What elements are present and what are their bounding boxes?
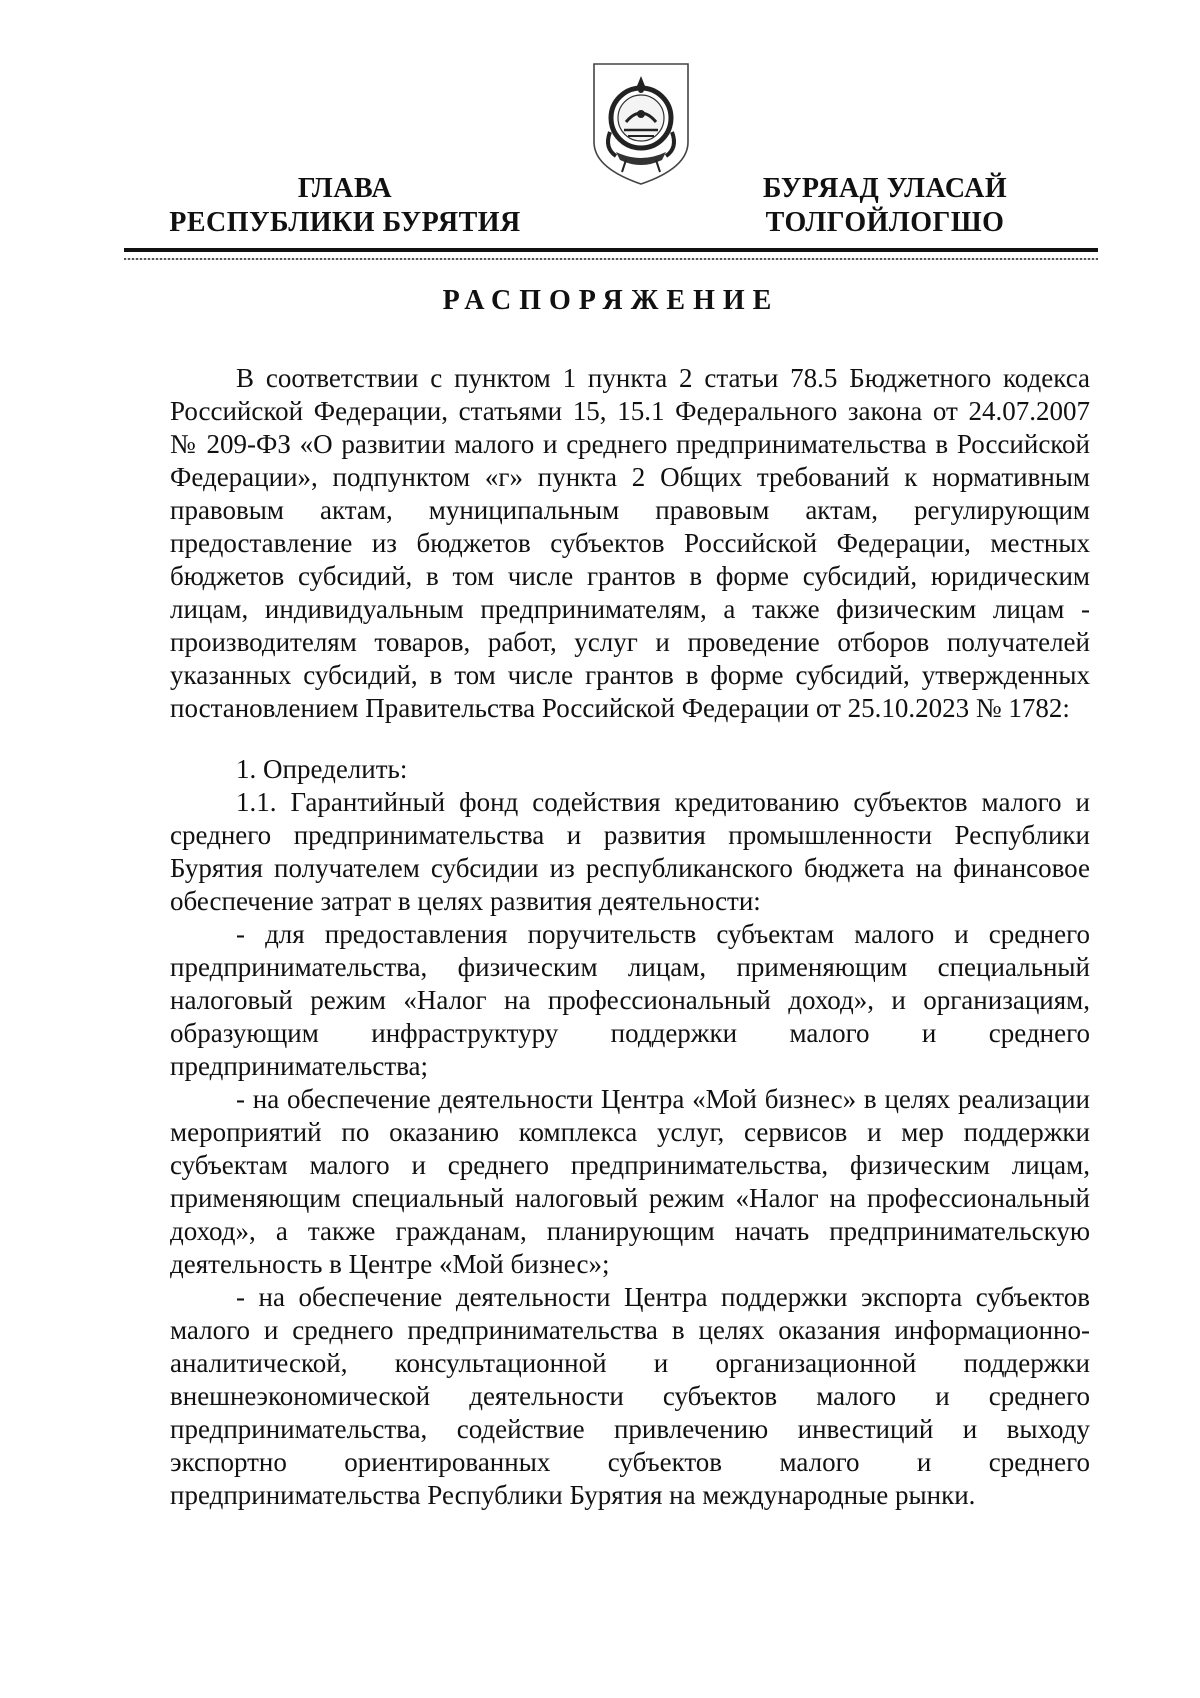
preamble-paragraph: В соответствии с пунктом 1 пункта 2 статьи 78.5 Бюджетного кодекса Российской Федерации, статьями 15, 15.1 Федерального закона от 24.07.2007 № 209-ФЗ «О развитии малого и среднего предпринимательства в Российской Федерации», подпунктом «г» пункта 2 Общих требований к нормативным правовым актам, муниципальным правовым актам, регулирующим предоставление из бюджетов субъектов Российской Федерации, местных бюджетов субсидий, в том числе грантов в форме субсидий, юридическим лицам, индивидуальным предпринимателям, а также физическим лицам - производителям товаров, работ, услуг и проведение отборов получателей указанных субсидий, в том числе грантов в форме субсидий, утвержденных постановлением Правительства Российской Федерации от 25.10.2023 № 1782: xyxy=(170,363,1090,723)
issuer-line-1: ГЛАВА xyxy=(297,173,393,204)
issuer-buryat-line-1: БУРЯАД УЛАСАЙ xyxy=(762,173,1008,204)
document-title: РАСПОРЯЖЕНИЕ xyxy=(442,285,780,316)
document-body xyxy=(170,362,1090,1512)
coat-of-arms-icon xyxy=(586,60,696,188)
list-item-export-center: - на обеспечение деятельности Центра поддержки экспорта субъектов малого и среднего предпринимательства в целях оказания информационно-аналитической, консультационной и организационной поддержки внешнеэкономической деятельности субъектов малого и среднего предпринимательства, содействие привлечению инвестиций и выходу экспортно ориентированных субъектов малого и среднего предпринимательства Республики Бурятия на международные рынки. xyxy=(170,1282,1090,1510)
issuer-buryat-line-2: ТОЛГОЙЛОГШО xyxy=(765,207,1005,238)
issuer-name-buryat xyxy=(720,172,1050,240)
header-divider-thin xyxy=(124,258,1098,260)
list-item-my-business-center: - на обеспечение деятельности Центра «Мой бизнес» в целях реализации мероприятий по оказанию комплекса услуг, сервисов и мер поддержки субъектам малого и среднего предпринимательства, физическим лицам, применяющим специальный налоговый режим «Налог на профессиональный доход», а также гражданам, планирующим начать предпринимательскую деятельность в Центре «Мой бизнес»; xyxy=(170,1084,1090,1279)
clause-1-1: 1.1. Гарантийный фонд содействия кредитованию субъектов малого и среднего предпринимательства и развития промышленности Республики Бурятия получателем субсидии из республиканского бюджета на финансовое обеспечение затрат в целях развития деятельности: xyxy=(170,787,1090,916)
issuer-line-2: РЕСПУБЛИКИ БУРЯТИЯ xyxy=(169,207,521,238)
issuer-name-russian xyxy=(150,172,540,240)
list-item-guarantees: - для предоставления поручительств субъектам малого и среднего предпринимательства, физическим лицам, применяющим специальный налоговый режим «Налог на профессиональный доход», и организациям, образующим инфраструктуру поддержки малого и среднего предпринимательства; xyxy=(170,919,1090,1081)
clause-1: 1. Определить: xyxy=(236,754,408,784)
header-divider-thick xyxy=(124,248,1098,252)
